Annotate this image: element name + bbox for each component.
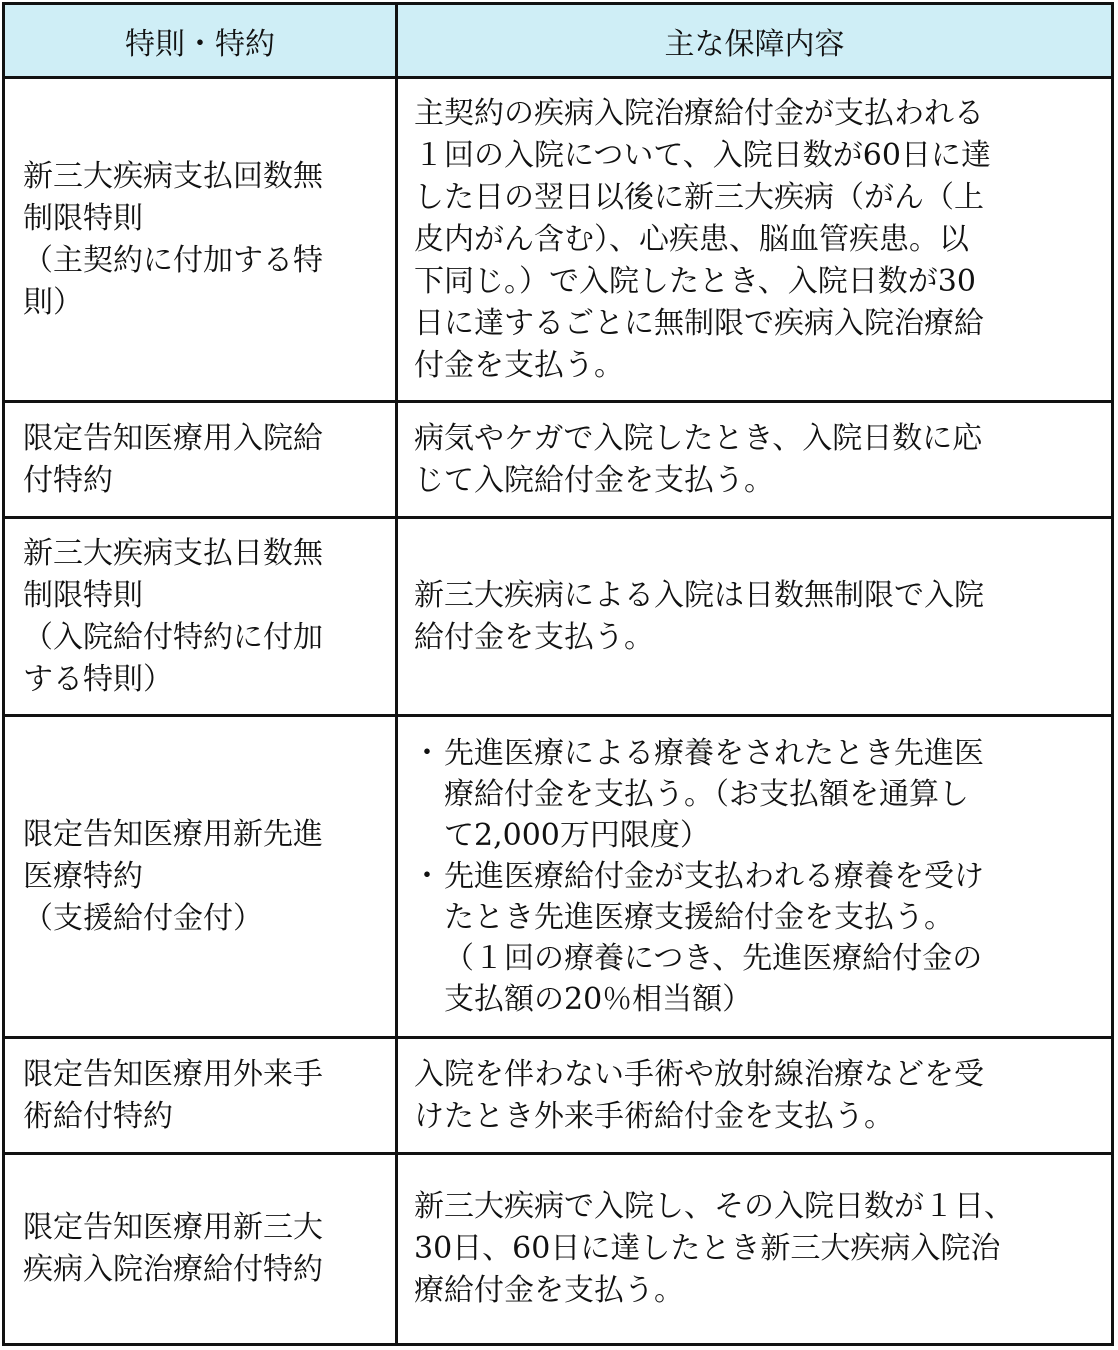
bullet-marker: ・ [412, 859, 442, 894]
coverage-text: 新三大疾病による入院は日数無制限で入院 給付金を支払う。 [414, 577, 984, 655]
table-row [5, 1039, 1111, 1155]
table-row [5, 79, 1111, 403]
header-label-coverage: 主な保障内容 [664, 26, 845, 62]
table-header-row [5, 5, 1111, 79]
coverage-bullet-list [398, 733, 984, 1020]
table-row [5, 1155, 1111, 1343]
coverage-cell [398, 1039, 1111, 1152]
list-item [410, 733, 984, 856]
coverage-cell [398, 403, 1111, 516]
benefit-table [2, 2, 1114, 1346]
bullet-marker: ・ [412, 736, 442, 771]
coverage-cell [398, 519, 1111, 714]
coverage-cell [398, 79, 1111, 400]
rider-name: 限定告知医療用新三大 疾病入院治療給付特約 [23, 1210, 323, 1287]
rider-name: 限定告知医療用入院給 付特約 [23, 420, 323, 498]
coverage-text: 病気やケガで入院したとき、入院日数に応 じて入院給付金を支払う。 [414, 420, 983, 498]
rider-name-cell [5, 403, 398, 516]
rider-name-cell [5, 79, 398, 400]
coverage-text: 新三大疾病で入院し、その入院日数が１日、 30日、60日に達したとき新三大疾病入院治 療給付金を支払う。 [414, 1189, 1014, 1308]
coverage-cell [398, 717, 1111, 1036]
rider-name-cell [5, 519, 398, 714]
rider-name: 新三大疾病支払回数無 制限特則 （主契約に付加する特 則） [23, 158, 323, 320]
rider-name-cell [5, 1155, 398, 1343]
header-cell-rider [5, 5, 398, 76]
header-cell-coverage [398, 5, 1111, 76]
rider-name: 新三大疾病支払日数無 制限特則 （入院給付特約に付加 する特則） [23, 535, 323, 697]
coverage-text: 主契約の疾病入院治療給付金が支払われる １回の入院について、入院日数が60日に達 した日の翌日以後に新三大疾病（がん（上 皮内がん含む）、心疾患、脳血管疾患。以 下同じ。）で入院したとき、入院日数が30 日に達するごとに無制限で疾病入院治療給 付金を支払う。 [414, 95, 991, 383]
table-row [5, 519, 1111, 717]
bullet-text: 先進医療による療養をされたとき先進医 療給付金を支払う。（お支払額を通算し て2,000万円限度） [444, 736, 984, 853]
rider-name: 限定告知医療用外来手 術給付特約 [23, 1056, 323, 1134]
table-row [5, 717, 1111, 1039]
rider-name: 限定告知医療用新先進 医療特約 （支援給付金付） [23, 816, 323, 936]
coverage-cell [398, 1155, 1111, 1343]
bullet-text: 先進医療給付金が支払われる療養を受け たとき先進医療支援給付金を支払う。 （１回の療養につき、先進医療給付金の 支払額の20％相当額） [444, 859, 984, 1017]
rider-name-cell [5, 1039, 398, 1152]
rider-name-cell [5, 717, 398, 1036]
list-item [410, 856, 984, 1020]
coverage-text: 入院を伴わない手術や放射線治療などを受 けたとき外来手術給付金を支払う。 [414, 1056, 984, 1134]
table-row [5, 403, 1111, 519]
header-label-rider: 特則・特約 [125, 26, 275, 62]
